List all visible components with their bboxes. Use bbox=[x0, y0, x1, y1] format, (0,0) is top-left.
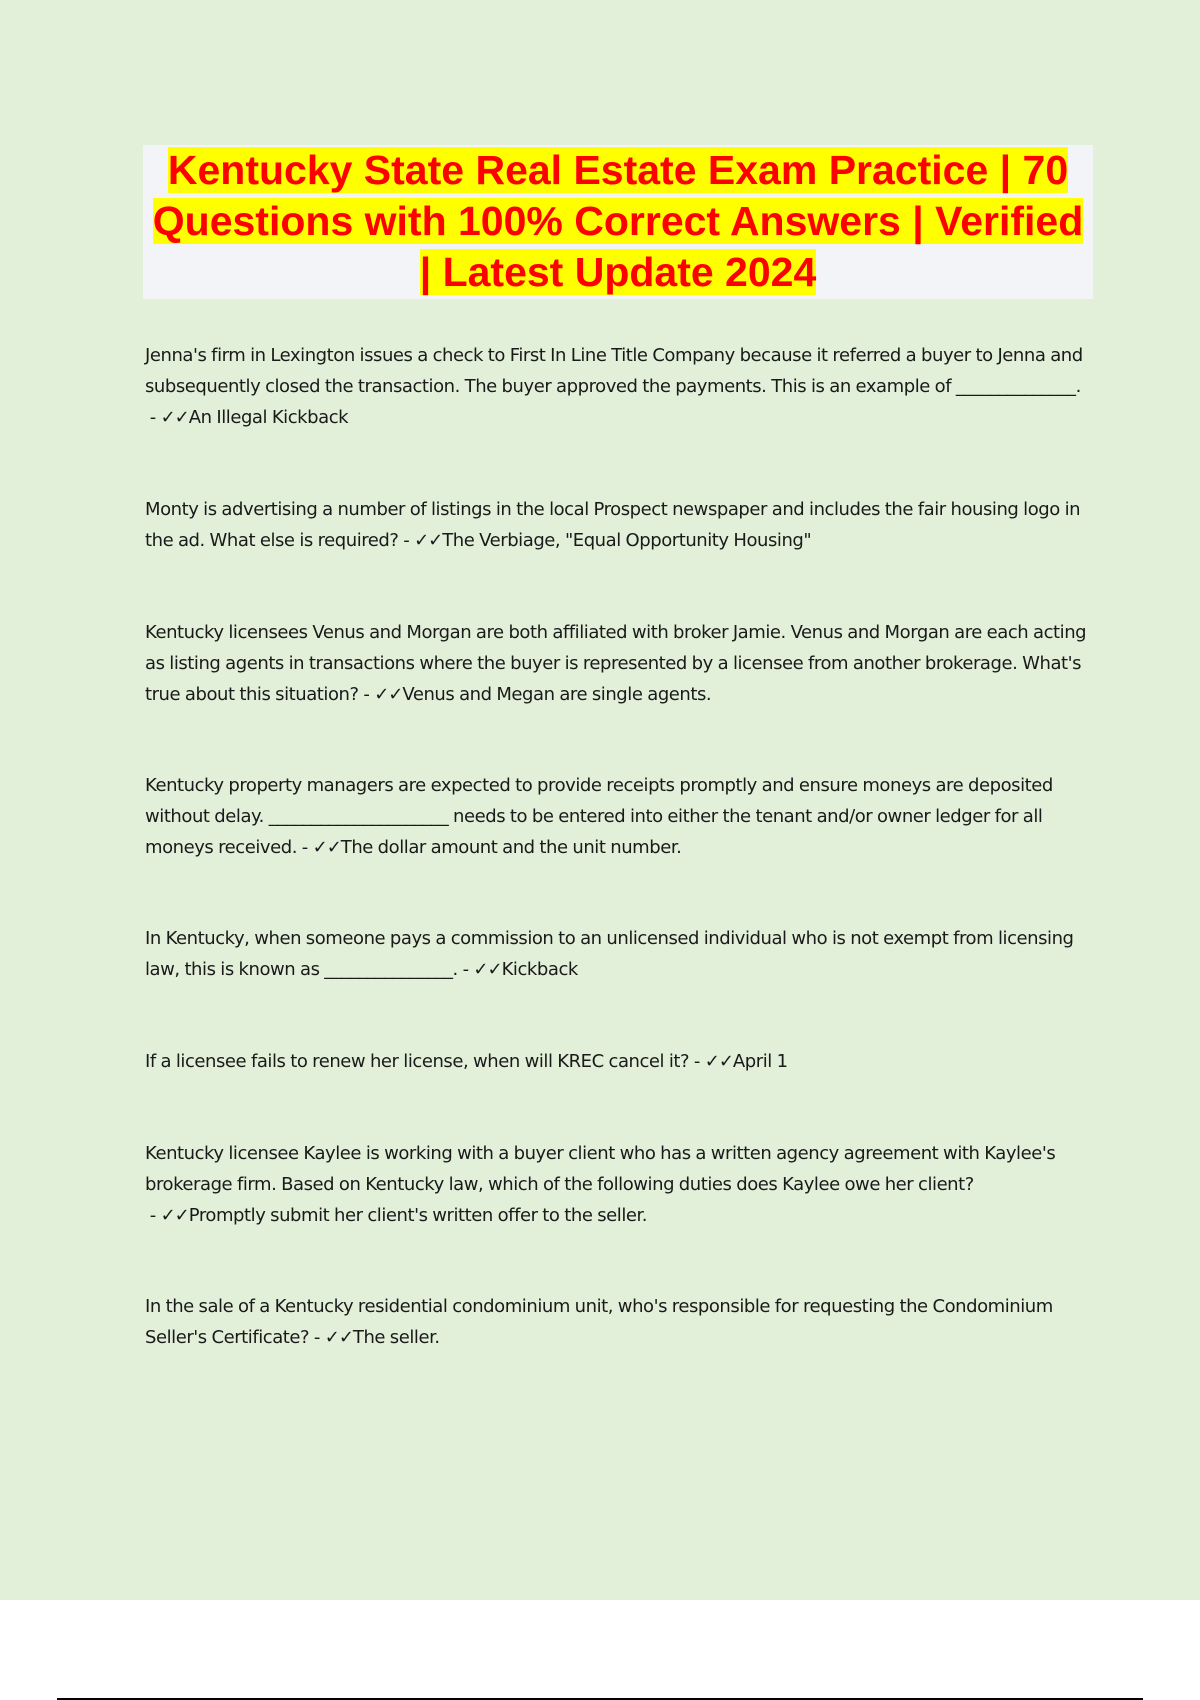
footer-rule bbox=[57, 1698, 1143, 1700]
separator: - bbox=[297, 837, 313, 858]
check-marks-icon: ✓✓ bbox=[414, 530, 443, 551]
qa-item-4 bbox=[145, 770, 1090, 863]
qa-item-6 bbox=[145, 1046, 1090, 1077]
question-text: Kentucky property managers are expected to provide receipts promptly and ensure moneys are deposited without delay. _____________________ needs to be entered into either the tenant and/or owner ledger for all moneys received. bbox=[145, 775, 1053, 858]
answer-text: An Illegal Kickback bbox=[188, 407, 349, 428]
question-text: In Kentucky, when someone pays a commission to an unlicensed individual who is not exempt from licensing law, this is known as _______________. bbox=[145, 928, 1074, 980]
answer-text: The seller. bbox=[352, 1327, 440, 1348]
question-text: In the sale of a Kentucky residential condominium unit, who's responsible for requesting the Condominium Seller's Certificate? bbox=[145, 1296, 1053, 1348]
separator: - bbox=[457, 959, 474, 980]
qa-item-2 bbox=[145, 494, 1090, 556]
check-marks-icon: ✓✓ bbox=[324, 1327, 353, 1348]
check-marks-icon: ✓✓ bbox=[160, 407, 189, 428]
check-marks-icon: ✓✓ bbox=[160, 1205, 189, 1226]
question-text: Jenna's firm in Lexington issues a check to First In Line Title Company because it referred a buyer to Jenna and subsequently closed the transaction. The buyer approved the payments. This is an example of ______________. bbox=[145, 345, 1083, 397]
qa-item-8 bbox=[145, 1291, 1090, 1353]
question-text: Kentucky licensee Kaylee is working with a buyer client who has a written agency agreement with Kaylee's brokerage firm. Based on Kentucky law, which of the following duties does Kaylee owe her client? bbox=[145, 1143, 1056, 1195]
qa-item-5 bbox=[145, 923, 1090, 985]
question-text: Kentucky licensees Venus and Morgan are both affiliated with broker Jamie. Venus and Morgan are each acting as listing agents in transactions where the buyer is represented by a licensee from another brokerage. What's true about this situation? bbox=[145, 622, 1087, 705]
separator: - bbox=[145, 1205, 161, 1226]
qa-item-7 bbox=[145, 1138, 1090, 1231]
document-title-block bbox=[143, 145, 1093, 299]
answer-text: Venus and Megan are single agents. bbox=[402, 684, 712, 705]
question-text: If a licensee fails to renew her license, when will KREC cancel it? bbox=[145, 1051, 690, 1072]
answer-text: Promptly submit her client's written offer to the seller. bbox=[188, 1205, 648, 1226]
check-marks-icon: ✓✓ bbox=[312, 837, 341, 858]
answer-text: Kickback bbox=[501, 959, 578, 980]
check-marks-icon: ✓✓ bbox=[374, 684, 403, 705]
separator: - bbox=[398, 530, 415, 551]
check-marks-icon: ✓✓ bbox=[473, 959, 502, 980]
question-text: Monty is advertising a number of listings in the local Prospect newspaper and includes the fair housing logo in the ad. What else is required? bbox=[145, 499, 1081, 551]
answer-text: The Verbiage, "Equal Opportunity Housing" bbox=[442, 530, 812, 551]
check-marks-icon: ✓✓ bbox=[704, 1051, 733, 1072]
qa-item-1 bbox=[145, 340, 1090, 433]
document-title: Kentucky State Real Estate Exam Practice | 70 Questions with 100% Correct Answers | Verified | Latest Update 2024 bbox=[152, 147, 1084, 295]
qa-item-3 bbox=[145, 617, 1090, 710]
separator: - bbox=[145, 407, 161, 428]
separator: - bbox=[309, 1327, 325, 1348]
separator: - bbox=[358, 684, 375, 705]
answer-text: The dollar amount and the unit number. bbox=[340, 837, 682, 858]
separator: - bbox=[689, 1051, 705, 1072]
answer-text: April 1 bbox=[732, 1051, 788, 1072]
